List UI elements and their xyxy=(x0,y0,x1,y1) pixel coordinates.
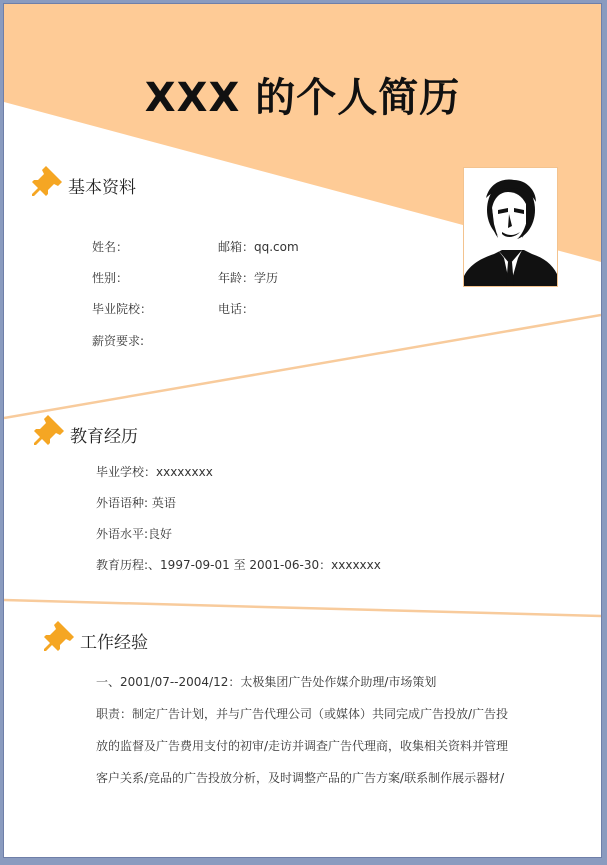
work-duty-line-3: 客户关系/竞品的广告投放分析，及时调整产品的广告方案/联系制作展示器材/ xyxy=(96,771,505,785)
work-duty-line-1: 职责：制定广告计划，并与广告代理公司（或媒体）共同完成广告投放/广告投 xyxy=(96,707,509,721)
pushpin-icon xyxy=(32,164,66,198)
phone-field: 电话： xyxy=(218,302,255,316)
work-entry: 一、2001/07--2004/12：太极集团广告处作媒介助理/市场策划 xyxy=(96,675,437,689)
gender-field: 性别： xyxy=(92,271,129,285)
work-duty-line-2: 放的监督及广告费用支付的初审/走访并调查广告代理商，收集相关资料并管理 xyxy=(96,739,509,753)
section-basic-header xyxy=(32,164,136,198)
graduation-school: 毕业学校：xxxxxxxx xyxy=(96,465,213,479)
name-field: 姓名： xyxy=(92,240,129,254)
page-title: XXX 的个人简历 xyxy=(144,75,461,121)
salary-field: 薪资要求: xyxy=(92,334,145,348)
education-history: 教育历程:、1997-09-01 至 2001-06-30：xxxxxxx xyxy=(96,558,381,572)
section-work-header xyxy=(44,619,148,653)
divider-line-1 xyxy=(4,315,601,418)
divider-line-2 xyxy=(4,600,601,616)
section-education-header xyxy=(34,413,138,447)
section-work-title: 工作经验 xyxy=(80,633,148,653)
language-level: 外语水平:良好 xyxy=(96,527,173,541)
foreign-language: 外语语种: 英语 xyxy=(96,496,176,510)
pushpin-icon xyxy=(44,619,78,653)
school-field: 毕业院校： xyxy=(92,302,153,316)
resume-page xyxy=(3,3,602,858)
pushpin-icon xyxy=(34,413,68,447)
profile-photo xyxy=(463,167,558,287)
section-basic-title: 基本资料 xyxy=(68,178,136,198)
email-field: 邮箱：qq.com xyxy=(218,240,299,254)
portrait-silhouette xyxy=(464,168,557,286)
section-education-title: 教育经历 xyxy=(70,427,138,447)
age-field: 年龄：学历 xyxy=(218,271,279,285)
